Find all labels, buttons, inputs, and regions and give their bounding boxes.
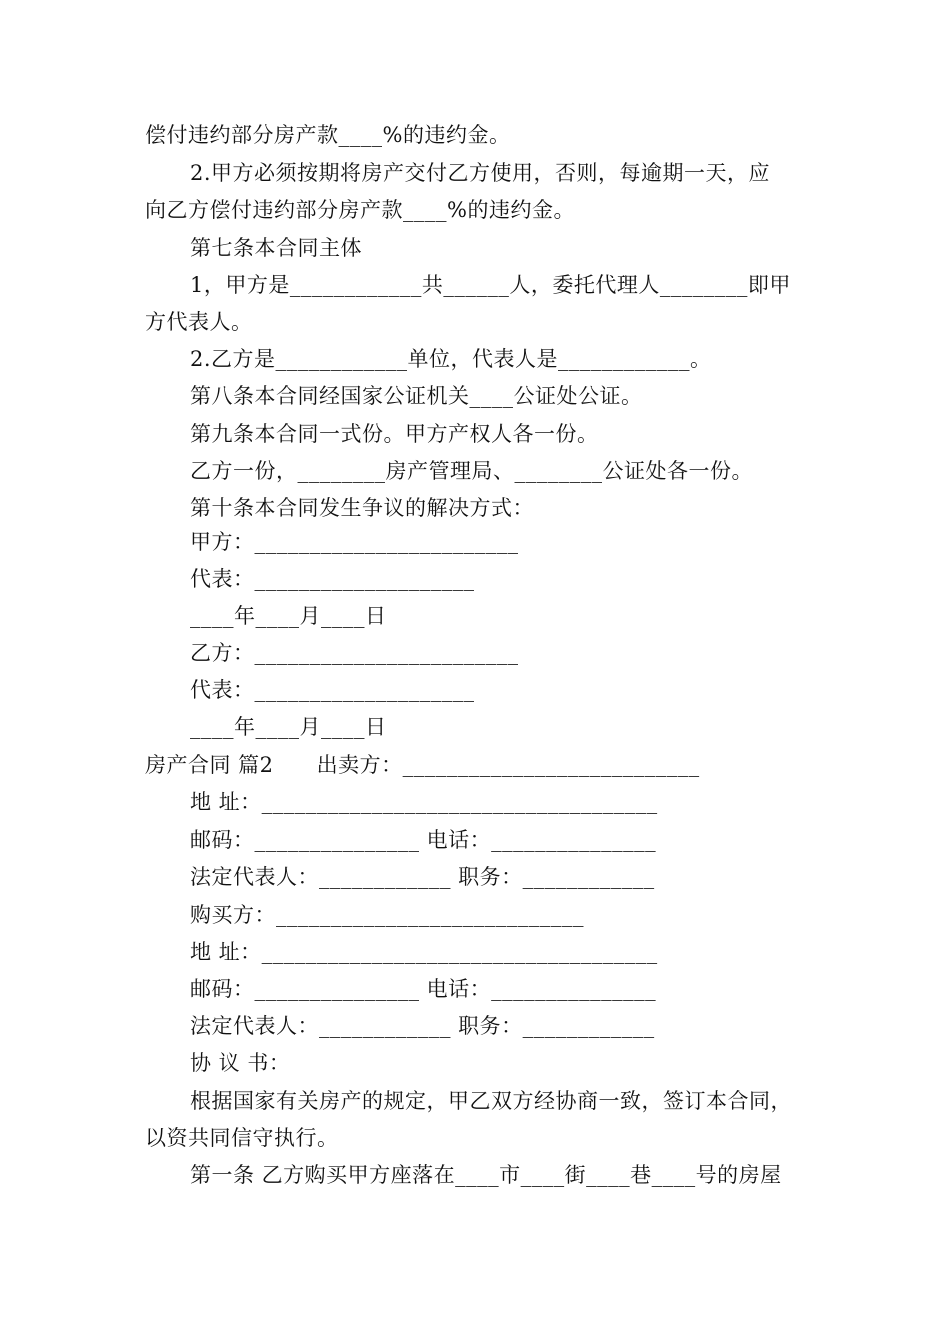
form-field: 地 址：____________________________________ [190, 790, 658, 814]
text-line: 以资共同信守执行。 [145, 1126, 339, 1150]
signature-field: 代表：____________________ [190, 678, 475, 702]
date-field: ____年____月____日 [190, 715, 387, 739]
form-field: 法定代表人：____________ 职务：____________ [190, 865, 655, 889]
signature-field: 甲方：________________________ [190, 530, 519, 554]
section-heading: 第八条本合同经国家公证机关____公证处公证。 [190, 384, 643, 408]
text-line: 第一条 乙方购买甲方座落在____市____街____巷____号的房屋 [190, 1163, 782, 1187]
text-line: 偿付违约部分房产款____%的违约金。 [145, 123, 511, 147]
form-field: 购买方：____________________________ [190, 903, 584, 927]
date-field: ____年____月____日 [190, 604, 387, 628]
signature-field: 乙方：________________________ [190, 641, 519, 665]
text-line: 2.甲方必须按期将房产交付乙方使用，否则，每逾期一天，应 [190, 161, 771, 185]
contract-title: 房产合同 篇2 出卖方：___________________________ [145, 753, 700, 777]
section-heading: 第九条本合同一式份。甲方产权人各一份。 [190, 422, 599, 446]
text-line: 向乙方偿付违约部分房产款____%的违约金。 [145, 198, 575, 222]
text-line: 1，甲方是____________共______人，委托代理人________即甲 [190, 273, 791, 297]
text-line: 根据国家有关房产的规定，甲乙双方经协商一致，签订本合同， [190, 1089, 792, 1113]
text-line: 2.乙方是____________单位，代表人是____________。 [190, 347, 712, 371]
signature-field: 代表：____________________ [190, 567, 475, 591]
form-field: 地 址：____________________________________ [190, 940, 658, 964]
text-line: 乙方一份，________房产管理局、________公证处各一份。 [190, 459, 753, 483]
section-heading: 第七条本合同主体 [190, 236, 362, 260]
form-field: 邮码：_______________ 电话：_______________ [190, 828, 657, 852]
form-field: 邮码：_______________ 电话：_______________ [190, 977, 657, 1001]
section-heading: 第十条本合同发生争议的解决方式： [190, 496, 534, 520]
form-field: 法定代表人：____________ 职务：____________ [190, 1014, 655, 1038]
section-heading: 协 议 书： [190, 1051, 291, 1075]
text-line: 方代表人。 [145, 310, 253, 334]
